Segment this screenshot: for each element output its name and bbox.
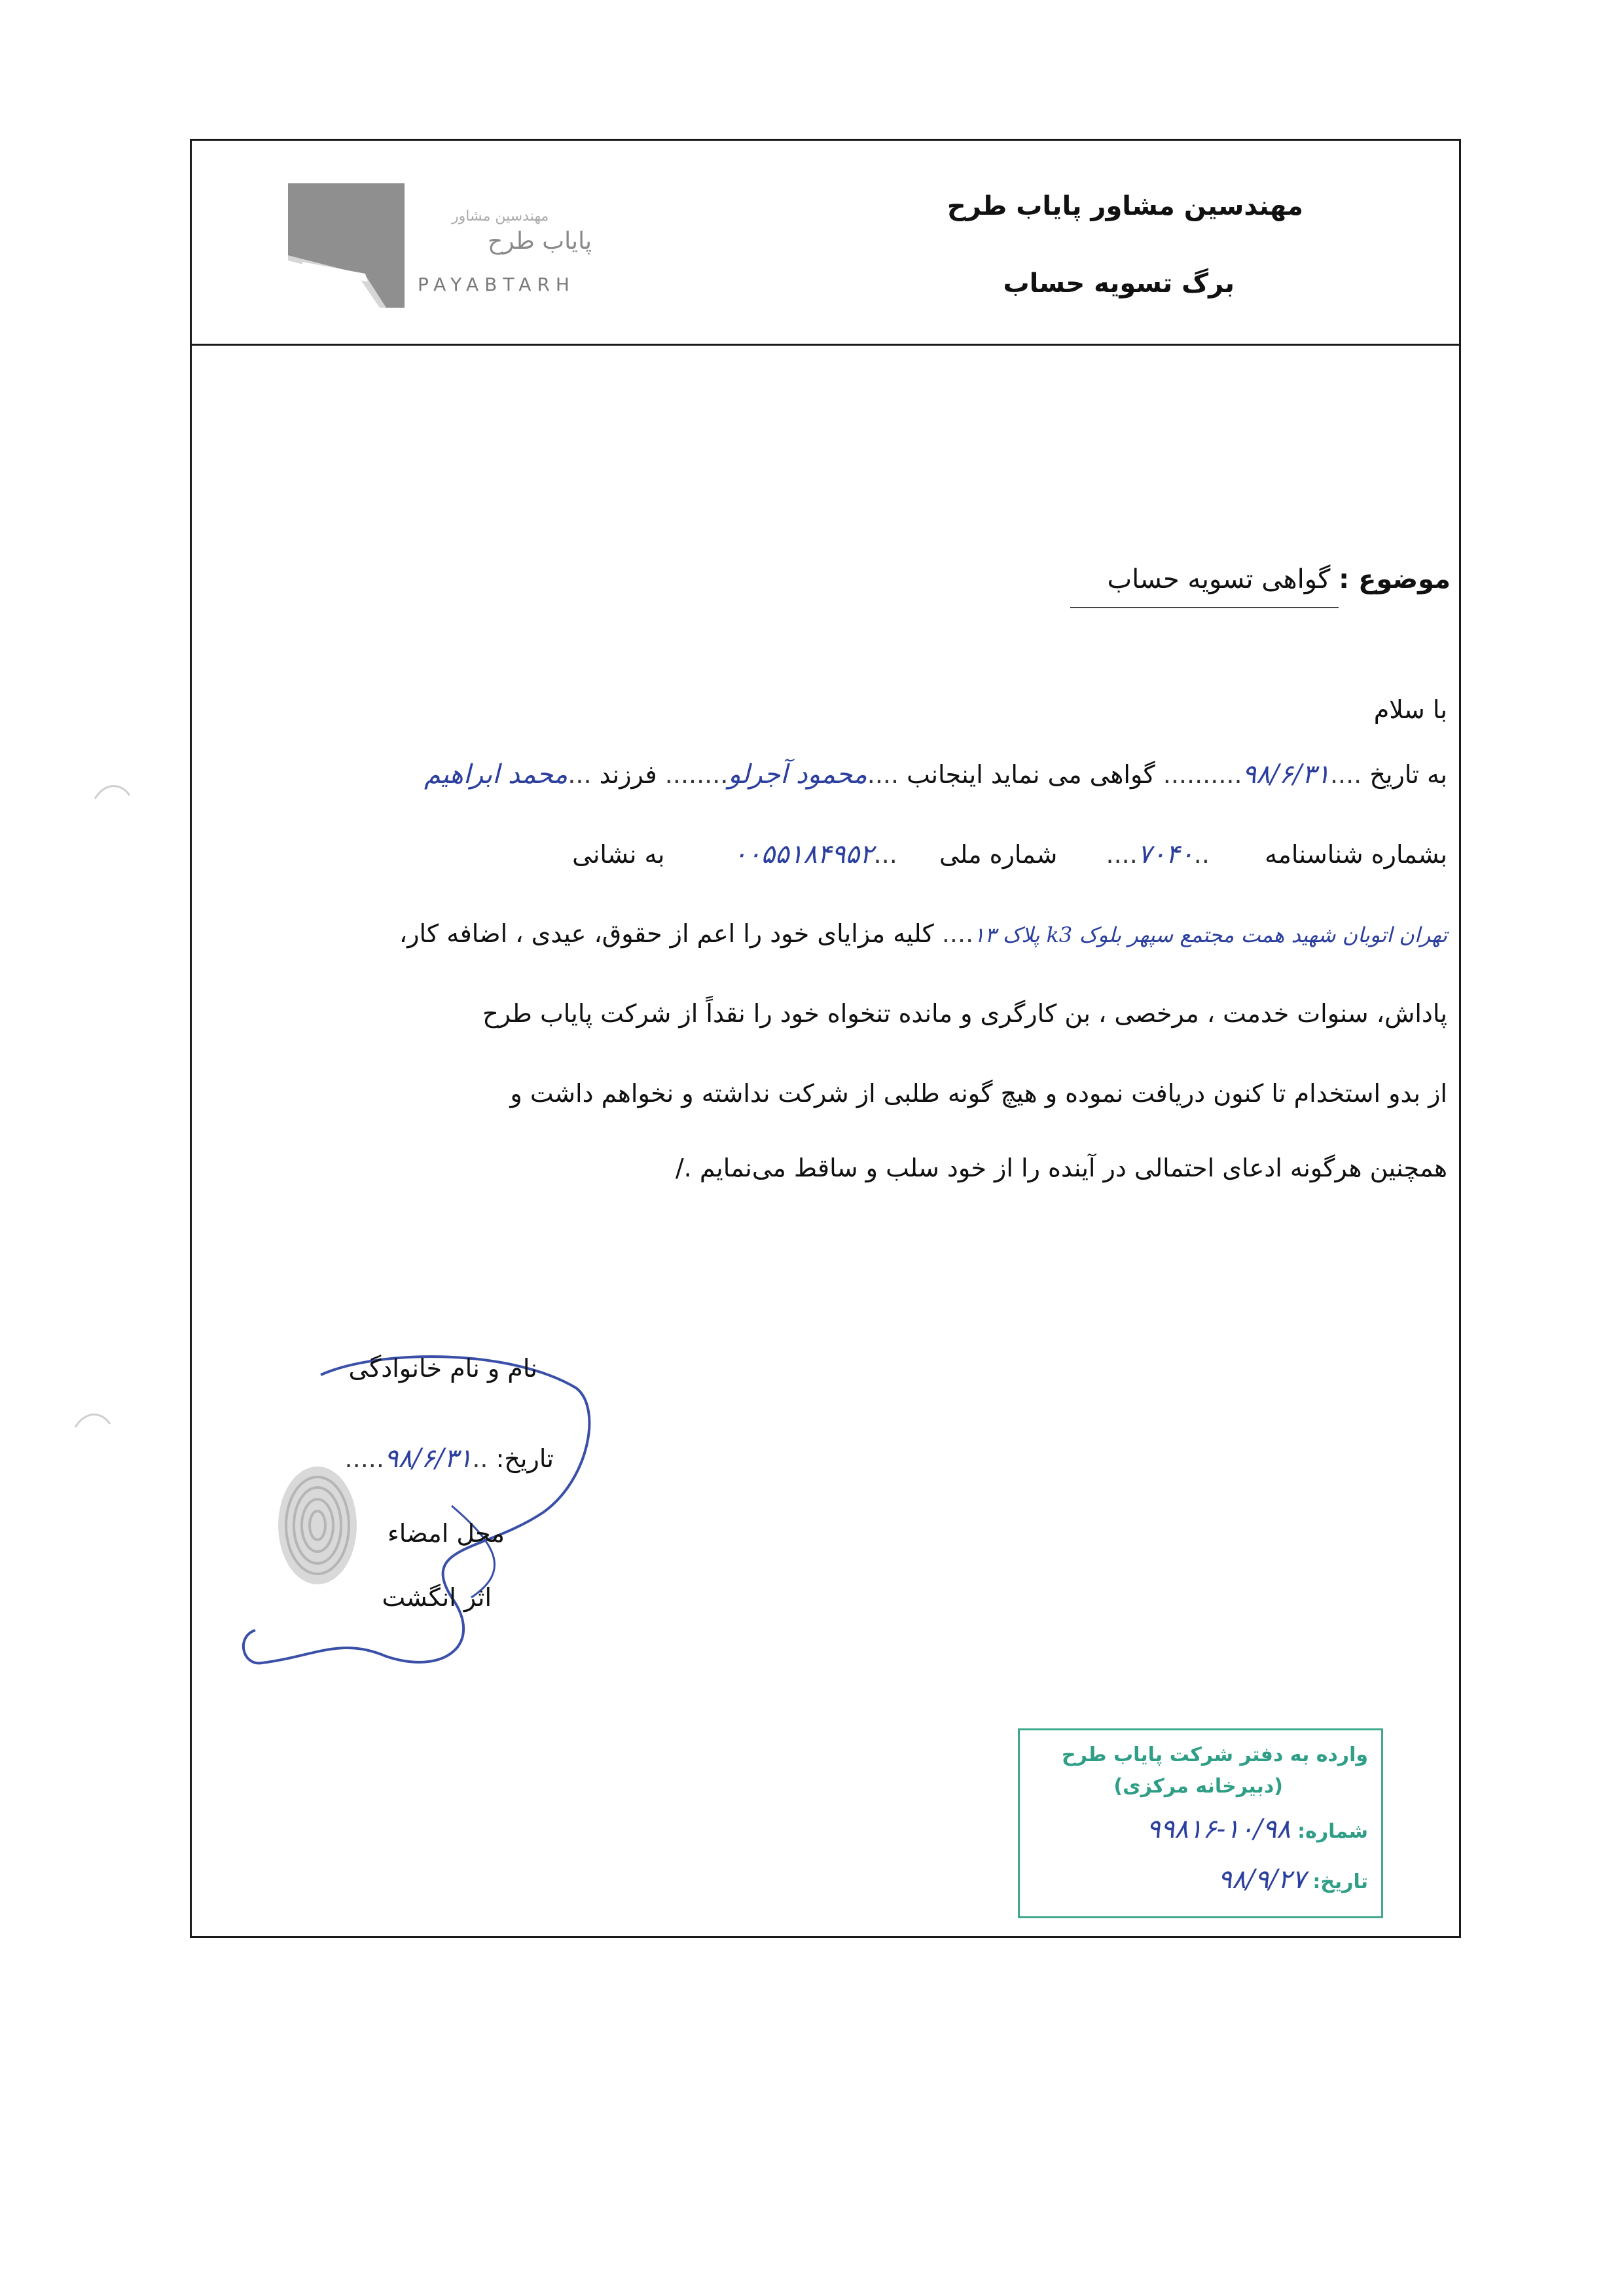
subject-line: [1107, 564, 1451, 594]
subject-label: موضوع :: [1339, 564, 1451, 594]
body-line-2: بشماره شناسنامه ..۷۰۴۰.... شماره ملی ...۰۰۵۵۱۸۴۹۵۲ به نشانی: [572, 839, 1447, 869]
stamp-number-label: شماره:: [1297, 1820, 1368, 1843]
id-label: بشماره شناسنامه: [1265, 840, 1447, 869]
fingerprint-label: اثر انگشت: [382, 1583, 492, 1612]
subject-underline: [1070, 607, 1339, 608]
body-line-3: تهران اتوبان شهید همت مجتمع سپهر بلوک k3 پلاک ۱۳.... کلیه مزایای خود را اعم از حقوق، عیدی ، اضافه کار،: [399, 919, 1447, 948]
registry-stamp: [1018, 1728, 1383, 1918]
handwritten-date: ۹۸/۶/۳۱: [1242, 759, 1330, 790]
logo-small-text: مهندسین مشاور: [452, 208, 549, 225]
fingerprint-icon: [272, 1460, 363, 1591]
stamp-number-line: [1146, 1814, 1368, 1844]
stamp-line-2: (دبیرخانه مرکزی): [1113, 1775, 1283, 1798]
stamp-date-value: ۹۸/۹/۲۷: [1218, 1865, 1306, 1895]
subject-text: گواهی تسویه حساب: [1107, 564, 1331, 594]
signature-date-label: تاریخ:: [496, 1444, 554, 1473]
handwritten-name: محمود آجرلو: [728, 759, 867, 790]
greeting: با سلام: [1373, 695, 1447, 724]
stamp-date-line: [1218, 1865, 1368, 1895]
body-line-6: همچنین هرگونه ادعای احتمالی در آینده را از خود سلب و ساقط می‌نمایم ./: [675, 1154, 1447, 1182]
body-line-4: پاداش، سنوات خدمت ، مرخصی ، بن کارگری و مانده تنخواه خود را نقداً از شرکت پایاب طرح: [482, 999, 1447, 1028]
handwritten-id-number: ۷۰۴۰: [1137, 839, 1194, 869]
signature-place-label: محل امضاء: [387, 1519, 505, 1548]
handwritten-national-id: ۰۰۵۵۱۸۴۹۵۲: [732, 839, 874, 869]
handwritten-father-name: محمد ابراهیم: [424, 759, 568, 790]
logo-persian-name: پایاب طرح: [488, 228, 592, 255]
company-logo: [288, 182, 615, 313]
stamp-date-label: تاریخ:: [1312, 1870, 1368, 1893]
certify-text: گواهی می نماید اینجانب: [907, 760, 1155, 789]
body-line-3-text: کلیه مزایای خود را اعم از حقوق، عیدی ، اضافه کار،: [399, 919, 934, 948]
date-prefix: به تاریخ: [1369, 760, 1447, 789]
signature-date-line: تاریخ: ..۹۸/۶/۳۱.....: [344, 1444, 554, 1474]
signature-date-value: ۹۸/۶/۳۱: [384, 1444, 473, 1474]
punch-hole-mark-icon: [72, 1408, 111, 1434]
form-title: برگ تسویه حساب: [1003, 268, 1235, 299]
national-id-label: شماره ملی: [939, 840, 1058, 869]
logo-latin-name: PAYABTARH: [418, 274, 575, 295]
body-line-1: به تاریخ ....۹۸/۶/۳۱.......... گواهی می نماید اینجانب ....محمود آجرلو........ فرزند ...محمد ابراهیم: [424, 759, 1447, 790]
stamp-number-value: ۱۰/۹۸-۹۹۸۱۶: [1146, 1814, 1291, 1844]
body-line-5: از بدو استخدام تا کنون دریافت نموده و هیچ گونه طلبی از شرکت نداشته و نخواهم داشت و: [510, 1079, 1447, 1108]
stamp-line-1: وارده به دفتر شرکت پایاب طرح: [1061, 1743, 1368, 1766]
address-label: به نشانی: [572, 840, 665, 869]
child-of-label: فرزند: [599, 760, 657, 789]
handwritten-address: تهران اتوبان شهید همت مجتمع سپهر بلوک k3 پلاک ۱۳: [973, 922, 1447, 947]
punch-hole-mark-icon: [92, 779, 131, 805]
company-name: مهندسین مشاور پایاب طرح: [947, 191, 1303, 221]
header-divider: [190, 344, 1461, 346]
name-label: نام و نام خانوادگی: [348, 1354, 537, 1383]
logo-mark-icon: [288, 183, 405, 308]
